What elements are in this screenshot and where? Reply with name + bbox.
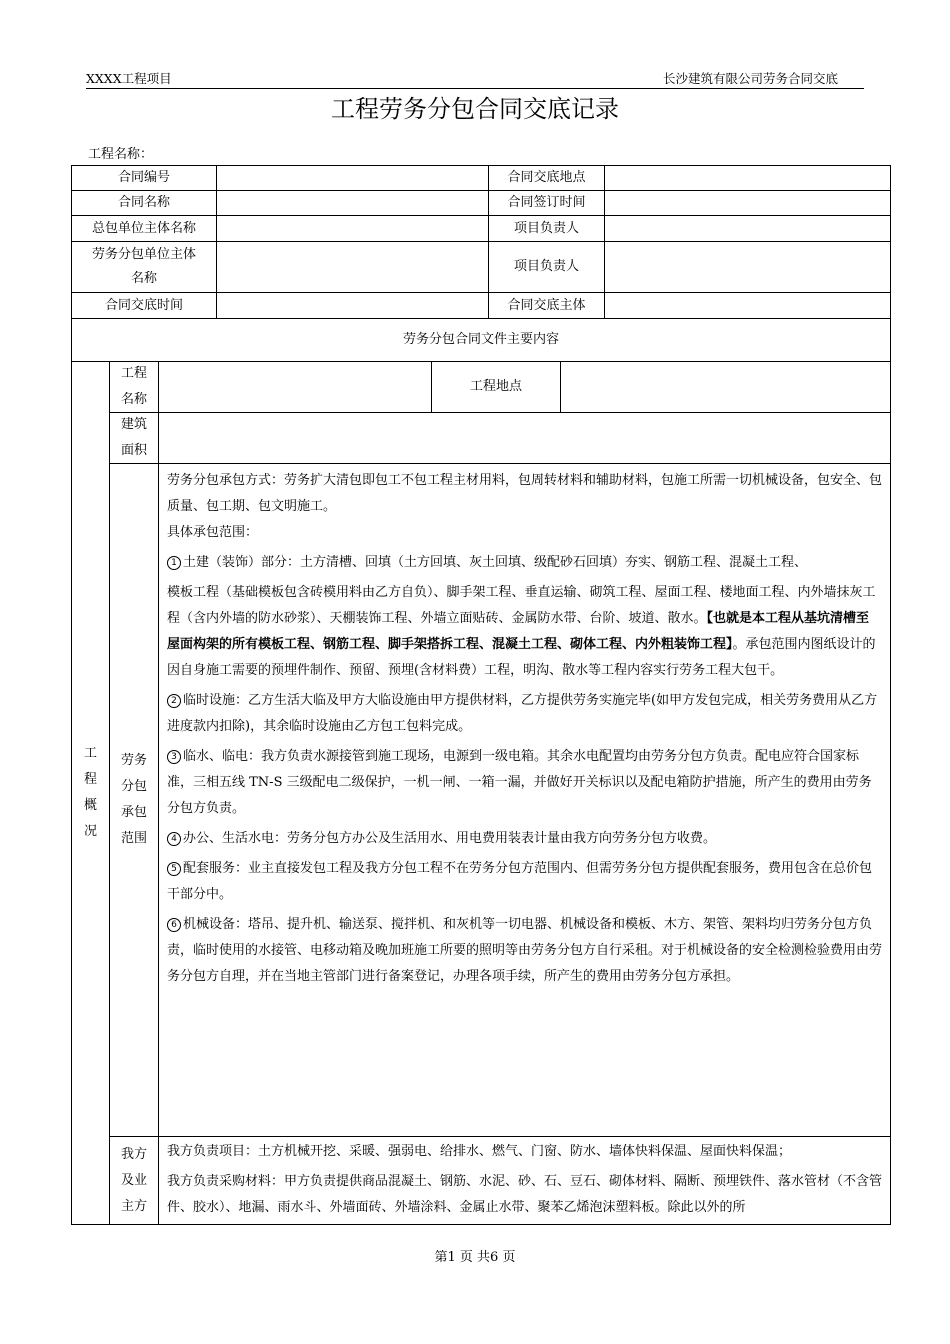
- value-building-area[interactable]: [158, 412, 891, 464]
- value-sign-time[interactable]: [604, 190, 891, 216]
- label-sign-time: 合同签订时间: [488, 190, 605, 216]
- value-project-leader-2[interactable]: [604, 241, 891, 293]
- page-footer: 第1 页 共6 页: [434, 1250, 516, 1265]
- label-eng-location: 工程地点: [431, 361, 561, 413]
- label-handover-time: 合同交底时间: [71, 292, 217, 319]
- scope-text: 劳务分包承包范围: [120, 753, 147, 846]
- value-eng-name[interactable]: [158, 361, 432, 413]
- scope-range-title: 具体承包范围：: [167, 525, 259, 540]
- project-name-label: 工程名称：: [88, 147, 154, 162]
- header-right: 长沙建筑有限公司劳务合同交底: [662, 71, 838, 86]
- scope-item-4: 4 办公、生活水电：劳务分包方办公及生活用水、用电费用装表计量由我方向劳务分包方收费。: [167, 826, 882, 852]
- scope-content: [158, 463, 891, 1137]
- label-project-leader-2: 项目负责人: [488, 241, 605, 293]
- label-contract-no: 合同编号: [71, 165, 217, 191]
- circle-number-icon: 4: [167, 832, 181, 846]
- ours-content: [158, 1136, 891, 1225]
- label-project-leader-1: 项目负责人: [488, 215, 605, 242]
- scope-item-6: 6 机械设备：塔吊、提升机、输送泵、搅拌机、和灰机等一切电器、机械设备和模板、木方、架管、架料均归劳务分包方负责，临时使用的水接管、电移动箱及晚加班施工所要的照明等由劳务分包方自行采租。对于机械设备的安全检测检验费用由劳务分包方自理，并在当地主管部门进行备案登记，办理各项手续，所产生的费用由劳务分包方承担。: [167, 917, 883, 984]
- page-title: 工程劳务分包合同交底记录: [331, 95, 619, 123]
- scope-item-1a: 1 土建（装饰）部分：土方清槽、回填（土方回填、灰土回填、级配砂石回填）夯实、钢筋工程、混凝土工程、: [167, 550, 882, 576]
- circle-number-icon: 2: [167, 694, 181, 708]
- header-left: XXXX工程项目: [86, 71, 172, 86]
- circle-number-icon: 5: [167, 862, 181, 876]
- scope-item-1b: 模板工程（基础模板包含砖模用料由乙方自负）、脚手架工程、垂直运输、砌筑工程、屋面工程、楼地面工程、内外墙抹灰工程（含内外墙的防水砂浆）、天棚装饰工程、外墙立面贴砖、金属防水带、台阶、坡道、散水。【也就是本工程从基坑清槽至屋面构架的所有模板工程、钢筋工程、脚手架搭拆工程、混凝土工程、砌体工程、内外粗装饰工程】。承包范围内图纸设计的因自身施工需要的预埋件制作、预留、预埋(含材料费）工程，明沟、散水等工程内容实行劳务工程大包干。: [167, 585, 876, 678]
- circle-number-icon: 3: [167, 750, 181, 764]
- label-subcontractor: 劳务分包单位主体名称: [71, 241, 217, 293]
- scope-mode: 劳务分包承包方式：劳务扩大清包即包工不包工程主材用料，包周转材料和辅助材料，包施工所需一切机械设备，包安全、包质量、包工期、包文明施工。: [167, 473, 883, 514]
- section-title: 劳务分包合同文件主要内容: [71, 318, 891, 362]
- circle-number-icon: 6: [167, 918, 181, 932]
- value-handover-time[interactable]: [216, 292, 489, 319]
- value-contract-name[interactable]: [216, 190, 489, 216]
- scope-item-5: 5 配套服务：业主直接发包工程及我方分包工程不在劳务分包方范围内、但需劳务分包方提供配套服务，费用包含在总价包干部分中。: [167, 861, 873, 902]
- value-subcontractor[interactable]: [216, 241, 489, 293]
- scope-item-2: 2 临时设施：乙方生活大临及甲方大临设施由甲方提供材料，乙方提供劳务实施完毕(如甲方发包完成，相关劳务费用从乙方进度款内扣除)，其余临时设施由乙方包工包料完成。: [167, 693, 878, 734]
- value-eng-location[interactable]: [560, 361, 891, 413]
- value-project-leader-1[interactable]: [604, 215, 891, 242]
- label-building-area: [109, 412, 159, 464]
- circle-number-icon: 1: [167, 556, 181, 570]
- value-handover-subject[interactable]: [604, 292, 891, 319]
- overview-text: 工程概况: [83, 746, 97, 839]
- label-eng-name: [109, 361, 159, 413]
- label-general-contractor: 总包单位主体名称: [71, 215, 217, 242]
- value-contract-no[interactable]: [216, 165, 489, 191]
- page-header: [86, 70, 864, 89]
- handover-table: [71, 165, 891, 1225]
- ours-line-2: 我方负责采购材料：甲方负责提供商品混凝土、钢筋、水泥、砂、石、豆石、砌体材料、隔断、预埋铁件、落水管材（不含管件、胶水）、地漏、雨水斗、外墙面砖、外墙涂料、金属止水带、聚苯乙烯泡沫塑料板。除此以外的所: [167, 1174, 883, 1215]
- label-handover-place: 合同交底地点: [488, 165, 605, 191]
- label-contract-name: 合同名称: [71, 190, 217, 216]
- ours-text: 我方及业主方: [120, 1146, 147, 1214]
- value-general-contractor[interactable]: [216, 215, 489, 242]
- label-overview: [71, 361, 110, 1225]
- label-ours: [109, 1136, 159, 1225]
- value-handover-place[interactable]: [604, 165, 891, 191]
- label-scope: [109, 463, 159, 1137]
- label-handover-subject: 合同交底主体: [488, 292, 605, 319]
- eng-name-text: 工程名称: [120, 366, 147, 407]
- ours-line-1: 我方负责项目：土方机械开挖、采暖、强弱电、给排水、燃气、门窗、防水、墙体快料保温、屋面快料保温；: [167, 1144, 792, 1159]
- scope-item-3: 3 临水、临电：我方负责水源接管到施工现场，电源到一级电箱。其余水电配置均由劳务分包方负责。配电应符合国家标准，三相五线 TN-S 三级配电二级保护，一机一闸、一箱一漏，并做好开关标识以及配电箱防护措施，所产生的费用由劳务分包方负责。: [167, 749, 872, 816]
- building-area-text: 建筑面积: [120, 417, 147, 458]
